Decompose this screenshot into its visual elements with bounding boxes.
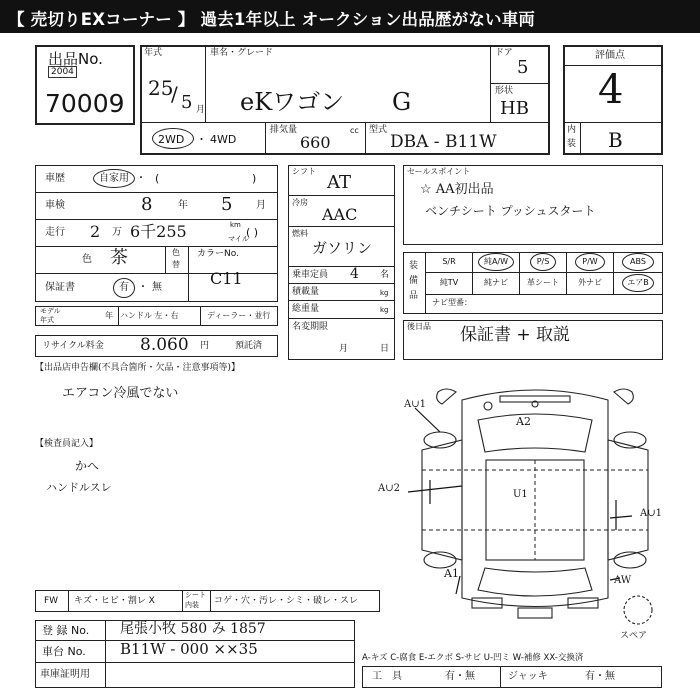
color-code-label: カラーNo. xyxy=(197,249,239,259)
model-label: 車名・グレード xyxy=(210,48,274,58)
displacement-unit: cc xyxy=(350,126,359,135)
displacement-value: 660 xyxy=(300,133,331,152)
model-code-label: 型式 xyxy=(369,125,388,135)
mileage-rest: 6千255 xyxy=(130,222,187,241)
history-selected: 自家用 xyxy=(99,173,129,184)
sales-points-line2: ベンチシート プッシュスタート xyxy=(425,204,596,218)
navi-model-label: ナビ型番： xyxy=(432,298,472,307)
damage-au2-left: A∪2 xyxy=(378,483,400,494)
inspection-year: 8 xyxy=(141,194,153,215)
damage-legend: A-キズ C-腐食 E-エクボ S-サビ U-凹ミ W-補修 XX-交換済 xyxy=(362,653,584,663)
equip-abs: ABS xyxy=(630,257,646,266)
fuel-value: ガソリン xyxy=(312,239,373,257)
inspection-month: 5 xyxy=(221,194,233,215)
tools-label: 工 具 xyxy=(372,671,402,682)
interior-label-1: 内 xyxy=(567,125,577,135)
equip-airbag: エアB xyxy=(627,278,649,287)
drive-4wd: 4WD xyxy=(210,133,237,146)
inspection-label: 車検 xyxy=(45,200,65,211)
drive-2wd: 2WD xyxy=(158,133,185,146)
shape-label: 形状 xyxy=(495,86,514,96)
aircon-label: 冷房 xyxy=(292,198,308,207)
mileage-label: 走行 xyxy=(45,227,65,238)
shift-label: シフト xyxy=(292,167,316,176)
year-month: 5 xyxy=(181,92,193,113)
score-label: 評価点 xyxy=(595,50,625,61)
load-label: 積載量 xyxy=(292,287,320,297)
year-value: 25 xyxy=(148,76,174,100)
damage-a1-rear: A1 xyxy=(444,567,459,580)
displacement-label: 排気量 xyxy=(270,125,298,135)
car-diagram xyxy=(400,380,690,630)
model-name: eKワゴン xyxy=(240,88,345,116)
doors-value: 5 xyxy=(517,57,529,78)
capacity-label: 乗車定員 xyxy=(292,270,329,280)
inspector-line1: かへ xyxy=(75,459,100,473)
sales-points-line1: ☆ AA初出品 xyxy=(420,182,494,197)
spare-label: スペア xyxy=(620,631,648,641)
equip-ps: P/S xyxy=(536,257,550,266)
drive-2wd-circle xyxy=(152,128,194,149)
color-value: 茶 xyxy=(110,247,128,268)
declaration-text: エアコン冷風でない xyxy=(62,386,179,401)
doors-label: ドア xyxy=(495,48,513,58)
lot-label: 出品No. xyxy=(48,50,103,68)
header-title: 【 売切りEXコーナー 】 過去1年以上 オークション出品歴がない車両 xyxy=(8,10,536,29)
aircon-value: AAC xyxy=(322,205,358,224)
weight-label: 総重量 xyxy=(292,304,320,314)
sales-points-label: セールスポイント xyxy=(407,167,471,176)
fuel-label: 燃料 xyxy=(292,229,308,238)
mileage-man: 2 xyxy=(90,222,101,241)
color-code-value: C11 xyxy=(210,269,243,288)
model-code-value: DBA - B11W xyxy=(390,132,497,152)
damage-au1-right: A∪1 xyxy=(640,508,662,519)
after-items-label: 後日品 xyxy=(407,322,431,331)
equip-aw: 純A/W xyxy=(483,257,509,266)
interior-label-2: 装 xyxy=(567,139,577,149)
recycle-label: リサイクル料金 xyxy=(42,341,104,351)
history-label: 車歴 xyxy=(45,173,65,184)
damage-u1-center: U1 xyxy=(513,489,528,500)
registration-value: 尾張小牧 580 み 1857 xyxy=(120,621,266,637)
chassis-label: 車台 No. xyxy=(42,645,86,658)
inspector-line2: ハンドルスレ xyxy=(46,481,112,494)
chassis-value: B11W - 000 ××35 xyxy=(120,640,258,658)
equip-ext-navi: 外ナビ xyxy=(578,278,602,287)
score-value: 4 xyxy=(598,67,624,113)
year-label: 年式 xyxy=(144,48,163,58)
name-change-label: 名変期限 xyxy=(292,322,329,332)
damage-au1-left: A∪1 xyxy=(404,399,426,410)
equip-navi: 純ナビ xyxy=(484,278,508,287)
capacity-value: 4 xyxy=(350,266,359,282)
after-items-value: 保証書 + 取説 xyxy=(460,325,571,345)
declaration-label: 【出品店申告欄(不具合箇所・欠品・注意事項等)】 xyxy=(35,363,241,373)
jack-label: ジャッキ xyxy=(508,671,548,682)
equip-sr: S/R xyxy=(442,257,456,266)
color-label: 色 xyxy=(82,254,92,265)
damage-a2-front: A2 xyxy=(516,415,531,428)
recycle-value: 8.060 xyxy=(140,335,189,355)
equip-leather: 革シート xyxy=(527,278,559,287)
shift-value: AT xyxy=(327,172,352,193)
warranty-selected: 有 xyxy=(119,282,129,293)
equip-tv: 純TV xyxy=(439,278,459,287)
model-grade: G xyxy=(392,88,412,116)
equip-pw: P/W xyxy=(582,257,598,266)
owner-cert-label: 車庫証明用 xyxy=(40,669,90,680)
inspector-label: 【検査員記入】 xyxy=(35,439,99,449)
damage-aw-rear: AW xyxy=(614,575,632,586)
tools-value: 有・無 xyxy=(445,671,475,682)
lot-number: 70009 xyxy=(45,89,125,118)
registration-label: 登 録 No. xyxy=(42,624,90,637)
warranty-label: 保証書 xyxy=(45,282,75,293)
year-month-unit: 月 xyxy=(196,105,206,115)
lot-code: 2004 xyxy=(48,66,77,78)
shape-value: HB xyxy=(500,98,529,119)
interior-value: B xyxy=(608,128,623,152)
jack-value: 有・無 xyxy=(585,671,615,682)
